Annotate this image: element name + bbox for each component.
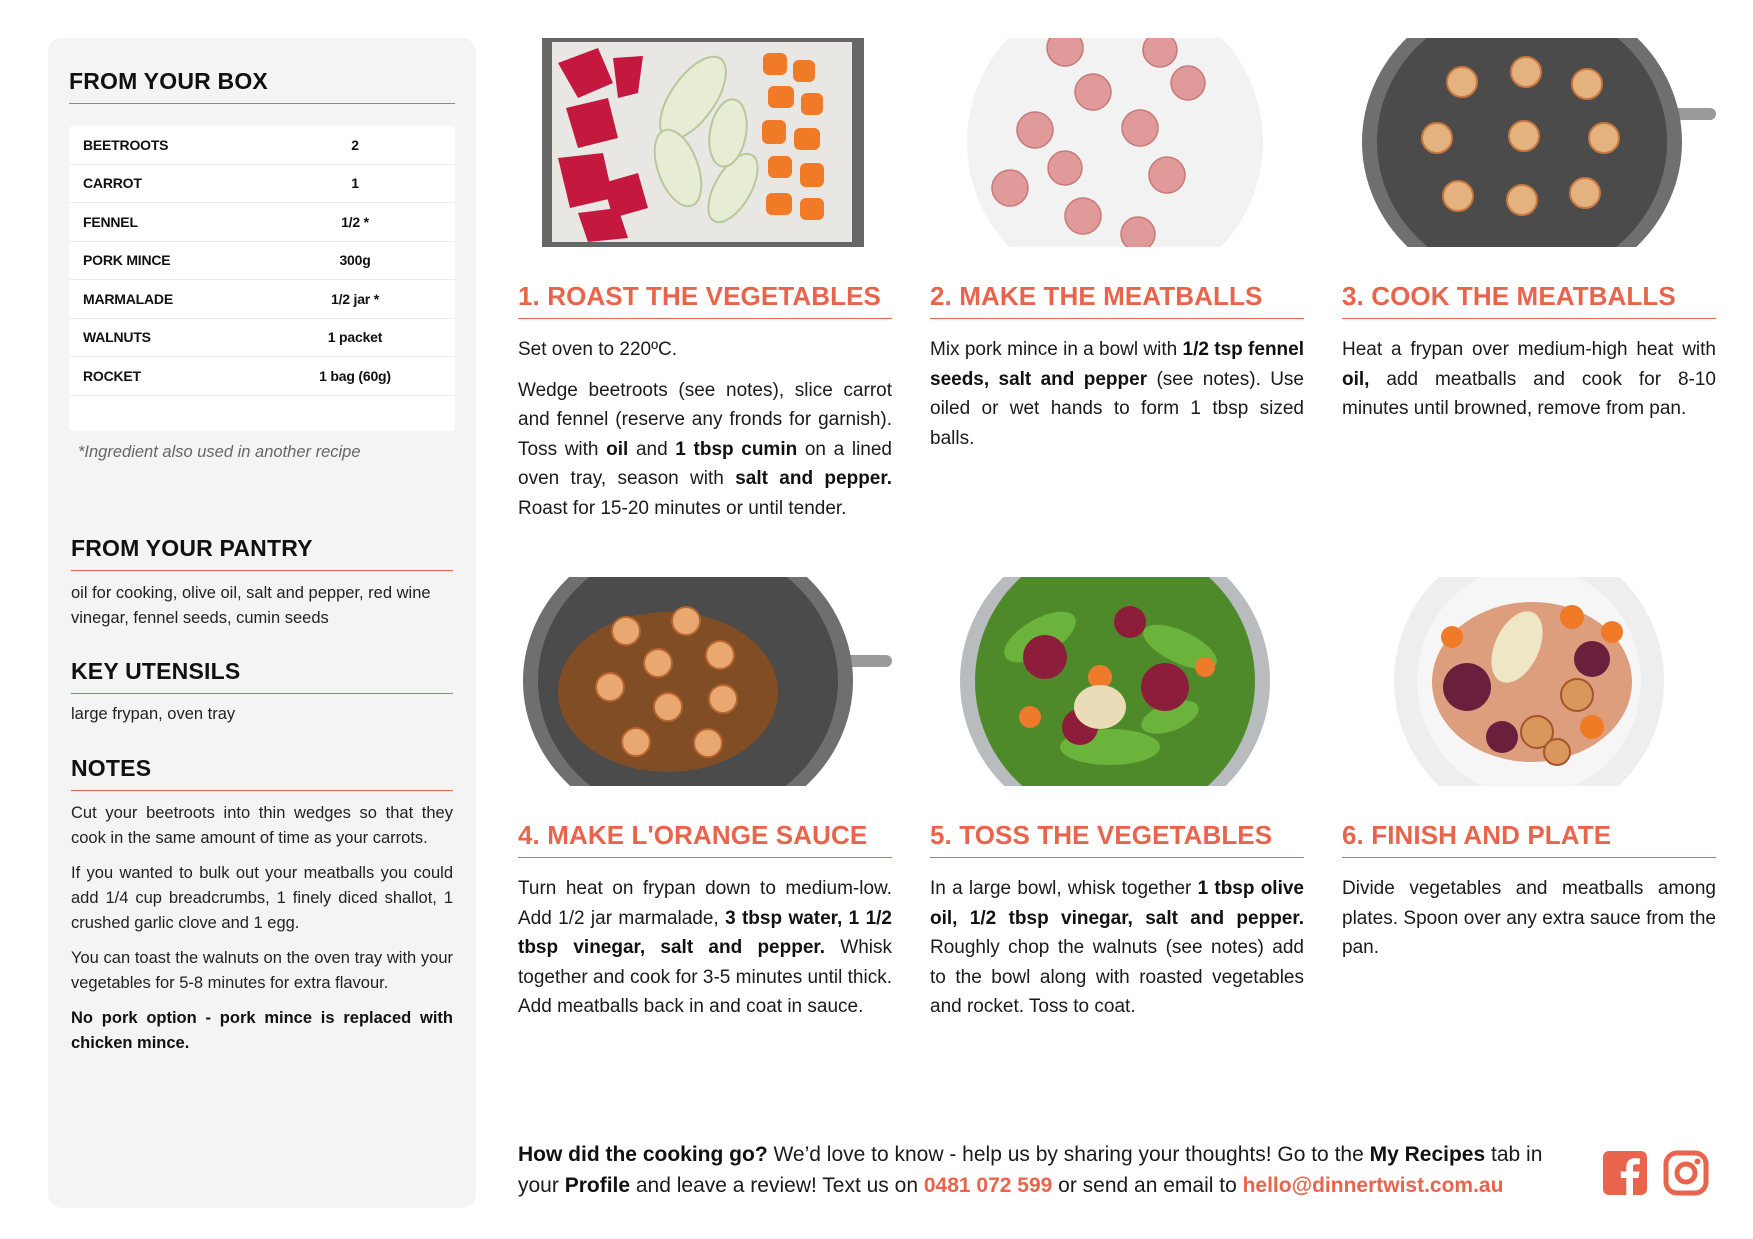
profile-link[interactable]: Profile [564,1174,631,1197]
note-paragraph: Cut your beetroots into thin wedges so that they cook in the same amount of time as your carrots. [71,804,453,847]
ingredient-name: FENNEL [83,213,138,230]
email-link[interactable]: hello@dinnertwist.com.au [1242,1174,1504,1197]
bold-ingredient-text: 1/2 tsp fennel seeds, salt and pepper [930,339,1304,390]
note-paragraph: If you wanted to bulk out your meatballs you could add 1/4 cup breadcrumbs, 1 finely diced shallot, 1 crushed garlic clove and 1 egg. [71,864,453,932]
ingredient-row [69,319,455,358]
ingredient-quantity: 1/2 jar * [330,290,379,307]
ingredient-name: WALNUTS [83,329,151,346]
from-your-box-heading: FROM YOUR BOX [69,68,455,104]
step-paragraph [518,335,892,365]
ingredient-row [69,280,455,319]
roasting-tray-photo [518,38,892,247]
frying-meatballs-photo [1342,38,1716,247]
phone-number-link[interactable]: 0481 072 599 [923,1174,1053,1197]
facebook-icon[interactable] [1602,1150,1648,1196]
ingredient-name: MARMALADE [83,290,173,307]
bold-ingredient-text: oil [606,438,629,460]
salad-bowl-photo [930,577,1304,786]
ingredient-name: PORK MINCE [83,252,171,269]
ingredient-quantity: 300g [339,252,371,269]
step-3-title: 3. COOK THE MEATBALLS [1342,281,1716,319]
instruction-text: Divide vegetables and meatballs among plates. Spoon over any extra sauce from the pan. [1342,878,1716,958]
step-4-text [518,874,892,1033]
notes-heading: NOTES [71,755,453,791]
ingredient-name: CARROT [83,175,142,192]
plated-dish-photo [1342,577,1716,786]
footer-text: and leave a review! Text us on [630,1174,924,1197]
bold-ingredient-text: 3 tbsp water, 1 1/2 tbsp vinegar, salt and pepper. [518,907,892,958]
ingredient-quantity: 1 packet [327,329,383,346]
step-6-title: 6. FINISH AND PLATE [1342,820,1716,858]
footer-text: or send an email to [1052,1174,1243,1197]
footer-text: tab in your [518,1143,1543,1197]
instruction-text: Whisk together and cook for 3-5 minutes until thick. Add meatballs back in and coat in sauce. [518,937,893,1017]
ingredient-footnote: *Ingredient also used in another recipe [78,443,361,461]
footer-text: We’d love to know - help us by sharing your thoughts! Go to the [767,1143,1370,1166]
bold-ingredient-text: 1 tbsp olive oil, 1/2 tbsp vinegar, salt and pepper. [930,878,1304,929]
instruction-text: In a large bowl, whisk together [930,878,1198,899]
instagram-icon[interactable] [1663,1150,1709,1196]
orange-sauce-pan-photo [518,577,892,786]
step-5-title: 5. TOSS THE VEGETABLES [930,820,1304,858]
ingredient-row [69,203,455,242]
notes-body [71,801,453,1066]
step-2-text [930,335,1304,464]
ingredient-quantity: 1 bag (60g) [319,367,391,384]
instruction-text: Roast for 15-20 minutes or until tender. [518,497,847,519]
note-paragraph: You can toast the walnuts on the oven tray with your vegetables for 5-8 minutes for extra flavour. [71,949,453,992]
step-5-text [930,874,1304,1033]
instruction-text: and [628,438,676,460]
step-6-text [1342,874,1716,974]
step-1-text [518,335,892,534]
pantry-list: oil for cooking, olive oil, salt and pepper, red wine vinegar, fennel seeds, cumin seeds [71,584,431,627]
step-4-title: 4. MAKE L'ORANGE SAUCE [518,820,892,858]
instruction-text: add meatballs and cook for 8-10 minutes until browned, remove from pan. [1342,368,1716,419]
instruction-text: Turn heat on frypan down to medium-low. Add 1/2 jar marmalade, [518,878,892,929]
feedback-question: How did the cooking go? [518,1143,768,1166]
ingredient-row [69,242,455,281]
instruction-text: (see notes). Use oiled or wet hands to form 1 tbsp sized balls. [930,368,1304,449]
raw-meatballs-photo [930,38,1304,247]
step-paragraph [1342,874,1716,963]
step-1-title: 1. ROAST THE VEGETABLES [518,281,892,319]
instruction-text: Roughly chop the walnuts (see notes) add to the bowl along with roasted vegetables and rocket. Toss to coat. [930,937,1304,1017]
ingredient-name: BEETROOTS [83,136,169,153]
ingredients-table [69,126,455,431]
ingredients-sidebar [48,38,476,1208]
step-paragraph [518,874,892,1022]
step-paragraph [930,335,1304,453]
bold-ingredient-text: 1 tbsp cumin [675,438,798,460]
key-utensils-heading: KEY UTENSILS [71,658,453,694]
feedback-footer [518,1139,1578,1201]
ingredient-name: ROCKET [83,367,141,384]
no-pork-note: No pork option - pork mince is replaced with chicken mince. [71,1009,453,1052]
bold-ingredient-text: salt and pepper. [735,468,892,489]
step-paragraph [1342,335,1716,424]
instruction-text: on a lined oven tray, season with [518,438,892,489]
ingredient-row [69,357,455,396]
ingredient-row [69,165,455,204]
instruction-text: Mix pork mince in a bowl with [930,339,1183,360]
ingredient-quantity: 2 [351,136,359,153]
bold-ingredient-text: oil, [1342,368,1370,390]
step-paragraph [930,874,1304,1022]
ingredient-quantity: 1 [351,175,359,192]
ingredient-quantity: 1/2 * [341,213,369,230]
from-your-pantry-heading: FROM YOUR PANTRY [71,535,453,571]
step-3-text [1342,335,1716,435]
my-recipes-tab-link[interactable]: My Recipes [1369,1143,1486,1166]
step-2-title: 2. MAKE THE MEATBALLS [930,281,1304,319]
utensils-list: large frypan, oven tray [71,705,236,723]
instruction-text: Heat a frypan over medium-high heat with [1342,339,1716,360]
instruction-text: Wedge beetroots (see notes), slice carrot and fennel (reserve any fronds for garnish). Toss with [518,379,892,460]
instruction-text: Set oven to 220ºC. [518,339,678,360]
step-paragraph [518,376,892,524]
ingredient-row [69,126,455,165]
